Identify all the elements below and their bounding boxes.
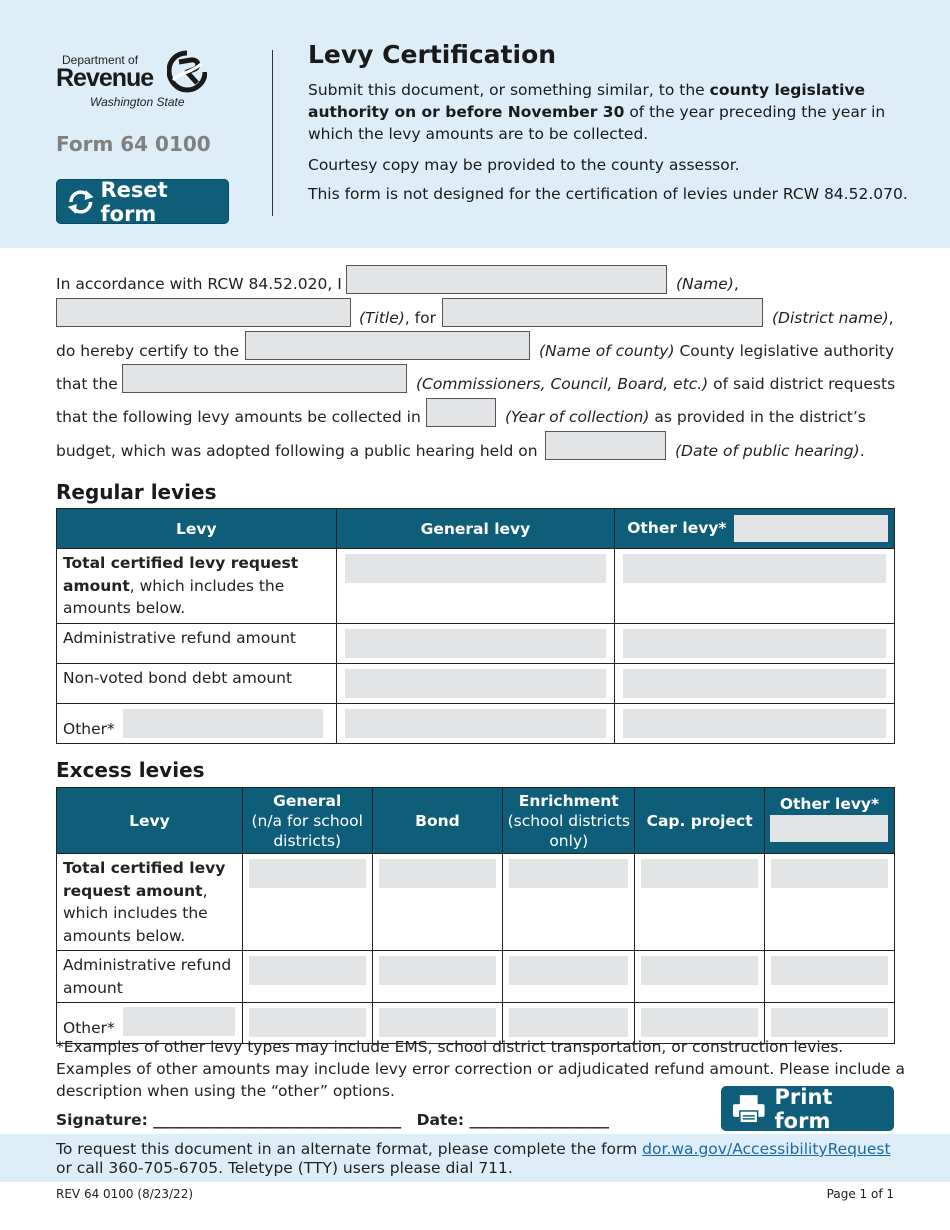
excess-other-levy-type-input[interactable]	[770, 815, 888, 842]
other-description-input[interactable]	[123, 709, 323, 738]
cert-line-5a: that the following levy amounts be collected in	[56, 408, 421, 426]
header-divider	[272, 50, 273, 216]
col-general: General (n/a for school districts)	[242, 788, 372, 854]
form-revision: REV 64 0100 (8/23/22)	[56, 1187, 194, 1201]
excess-bond-total-cell	[372, 854, 503, 951]
header-band	[0, 0, 950, 248]
general-admin-cell	[336, 623, 615, 663]
cert-line-2b: (District name),	[772, 309, 894, 327]
col-levy: Levy	[57, 788, 243, 854]
other-levy-footnote: *Examples of other levy types may include EMS, school district transportation, or construction levies. Examples of other amounts may include levy error correction or adjudicated refund amount. Please include a description when using the “other” options.	[56, 1038, 906, 1100]
name-input[interactable]	[346, 265, 667, 294]
cert-line-3a: do hereby certify to the	[56, 342, 240, 360]
excess-cap-project-total-input[interactable]	[641, 859, 758, 888]
accessibility-band	[0, 1134, 950, 1182]
table-row	[57, 703, 895, 744]
cert-line-5b: (Year of collection) as provided in the district’s	[505, 408, 866, 426]
col-other-levy: Other levy*	[615, 509, 895, 549]
excess-general-admin-input[interactable]	[249, 956, 366, 985]
general-bond-cell	[336, 663, 615, 703]
excess-header-row	[57, 788, 895, 854]
cert-line-1: In accordance with RCW 84.52.020, I (Name),	[56, 275, 739, 293]
excess-general-total-cell	[242, 854, 372, 951]
excess-enrichment-admin-cell	[503, 951, 635, 1003]
general-bond-debt-input[interactable]	[345, 669, 607, 698]
excess-other-admin-cell	[764, 951, 894, 1003]
excess-cap-project-other-input[interactable]	[641, 1008, 758, 1037]
other-levy-type-input[interactable]	[734, 515, 888, 542]
cert-line-4b: (Commissioners, Council, Board, etc.) of said district requests	[416, 375, 896, 393]
excess-general-admin-cell	[242, 951, 372, 1003]
collection-year-input[interactable]	[426, 398, 496, 427]
excess-other-other-input[interactable]	[771, 1008, 888, 1037]
table-row	[57, 663, 895, 703]
regular-header-row	[57, 509, 895, 549]
other-other-input[interactable]	[623, 709, 886, 738]
row-label-admin-refund: Administrative refund amount	[57, 623, 337, 663]
general-other-cell	[336, 703, 615, 744]
excess-other-admin-input[interactable]	[771, 956, 888, 985]
row-label-total: Total certified levy request amount, which includes the amounts below.	[57, 549, 337, 624]
signature-line	[56, 1111, 609, 1129]
excess-other-description-input[interactable]	[123, 1007, 235, 1036]
excess-levies-heading: Excess levies	[56, 758, 205, 782]
col-general-levy: General levy	[336, 509, 615, 549]
district-name-input[interactable]	[442, 298, 763, 327]
logo-state-text: Washington State	[90, 95, 185, 109]
form-number: Form 64 0100	[56, 132, 211, 156]
excess-general-total-input[interactable]	[249, 859, 366, 888]
excess-bond-total-input[interactable]	[379, 859, 497, 888]
printer-icon	[731, 1093, 767, 1125]
reset-form-label: Reset form	[100, 177, 168, 226]
cert-line-2a: (Title), for	[359, 309, 436, 327]
cert-line-3b: (Name of county) County legislative authority	[539, 342, 895, 360]
courtesy-copy-note: Courtesy copy may be provided to the county assessor.	[308, 156, 740, 174]
col-levy: Levy	[57, 509, 337, 549]
other-bond-cell	[615, 663, 895, 703]
excess-cap-admin-cell	[635, 951, 765, 1003]
title-input[interactable]	[56, 298, 351, 327]
excess-enrichment-other-input[interactable]	[509, 1008, 628, 1037]
instructions-paragraph: Submit this document, or something similar, to the county legislative authority on or before November 30 of the year preceding the year in which the levy amounts are to be collected.	[308, 81, 886, 143]
hearing-date-input[interactable]	[545, 431, 666, 460]
not-designed-note: This form is not designed for the certification of levies under RCW 84.52.070.	[308, 185, 908, 203]
excess-levies-table	[56, 787, 895, 1044]
excess-general-other-input[interactable]	[249, 1008, 366, 1037]
row-label-other: Other*	[57, 1003, 243, 1044]
regular-levies-table	[56, 508, 895, 744]
excess-other-total-input[interactable]	[771, 859, 888, 888]
col-enrichment: Enrichment (school districts only)	[503, 788, 635, 854]
general-total-cell	[336, 549, 615, 624]
excess-other-total-cell	[764, 854, 894, 951]
cert-line-6a: budget, which was adopted following a public hearing held on	[56, 442, 538, 460]
page-number: Page 1 of 1	[826, 1187, 894, 1201]
other-total-input[interactable]	[623, 554, 886, 583]
other-other-cell	[615, 703, 895, 744]
table-row	[57, 854, 895, 951]
logo-revenue-text: Revenue	[56, 64, 154, 92]
reset-form-button[interactable]	[56, 179, 229, 224]
signature-field[interactable]: Signature: ________________________________	[56, 1111, 402, 1129]
row-label-other: Other*	[57, 703, 337, 744]
other-bond-debt-input[interactable]	[623, 669, 886, 698]
excess-bond-admin-cell	[372, 951, 503, 1003]
excess-enrichment-total-cell	[503, 854, 635, 951]
governing-body-input[interactable]	[122, 364, 407, 393]
refresh-icon	[64, 185, 98, 219]
cert-line-4a: that the	[56, 375, 118, 393]
table-row	[57, 623, 895, 663]
general-other-input[interactable]	[345, 709, 607, 738]
other-admin-refund-input[interactable]	[623, 629, 886, 658]
print-form-label: Print form	[774, 1084, 833, 1133]
general-total-input[interactable]	[345, 554, 607, 583]
excess-enrichment-total-input[interactable]	[509, 859, 628, 888]
dor-logo	[56, 50, 216, 112]
row-label-admin-refund: Administrative refund amount	[57, 951, 243, 1003]
dor-r-logo-icon	[167, 50, 207, 94]
col-other-levy: Other levy*	[764, 788, 894, 854]
logo-dept-text: Department of	[62, 53, 139, 67]
row-label-bond-debt: Non-voted bond debt amount	[57, 663, 337, 703]
cert-line-6b: (Date of public hearing).	[675, 442, 865, 460]
excess-cap-project-admin-input[interactable]	[641, 956, 758, 985]
county-name-input[interactable]	[245, 331, 530, 360]
excess-enrichment-admin-input[interactable]	[509, 956, 628, 985]
col-cap-project: Cap. project	[635, 788, 765, 854]
page-title: Levy Certification	[308, 40, 557, 69]
table-row	[57, 951, 895, 1003]
general-admin-refund-input[interactable]	[345, 629, 607, 658]
excess-cap-total-cell	[635, 854, 765, 951]
row-label-total: Total certified levy request amount, which includes the amounts below.	[57, 854, 243, 951]
accessibility-request-link[interactable]: dor.wa.gov/AccessibilityRequest	[642, 1140, 891, 1158]
other-total-cell	[615, 549, 895, 624]
regular-levies-heading: Regular levies	[56, 480, 217, 504]
table-row	[57, 549, 895, 624]
excess-bond-admin-input[interactable]	[379, 956, 497, 985]
excess-bond-other-input[interactable]	[379, 1008, 497, 1037]
print-form-button[interactable]	[721, 1086, 894, 1131]
col-bond: Bond	[372, 788, 503, 854]
date-field[interactable]: Date: __________________	[416, 1111, 610, 1129]
other-admin-cell	[615, 623, 895, 663]
accessibility-notice: To request this document in an alternate format, please complete the form dor.wa.gov/AccessibilityRequest or call 360-705-6705. Teletype (TTY) users please dial 711.	[56, 1140, 891, 1177]
